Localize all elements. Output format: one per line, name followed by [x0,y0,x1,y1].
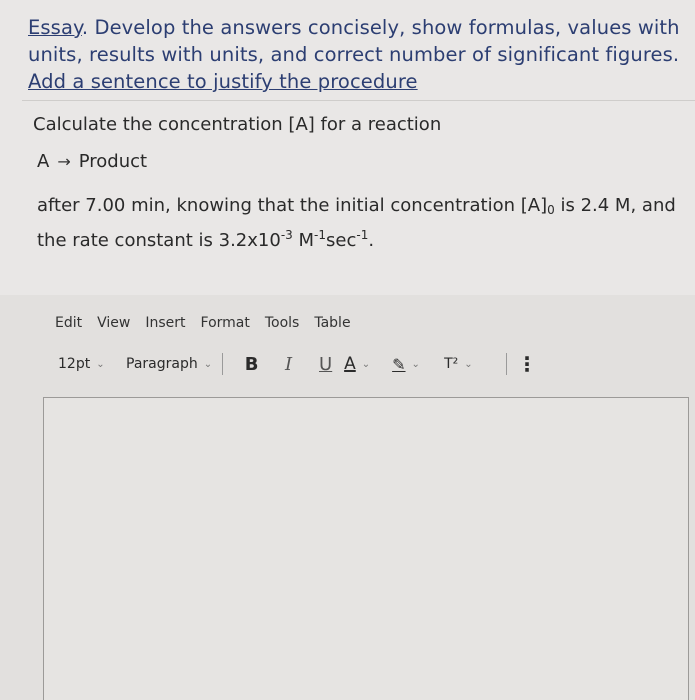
menu-edit[interactable]: Edit [55,315,83,331]
chevron-down-icon: ⌄ [96,358,105,370]
menu-view[interactable]: View [97,315,131,331]
question-instructions [28,14,695,95]
menu-tools[interactable]: Tools [264,315,300,331]
exponent-2: -1 [314,228,327,242]
chevron-down-icon: ⌄ [411,358,420,370]
font-size-select[interactable] [58,356,118,372]
italic-button[interactable]: I [285,353,293,375]
block-format-value: Paragraph [126,356,198,372]
line3-text-b: is 2.4 M, and the rate constant is 3.2x10 [37,195,676,251]
chevron-down-icon: ⌄ [464,358,473,370]
question-line-3 [37,193,687,253]
initial-subscript: 0 [547,203,555,217]
menu-format[interactable]: Format [200,315,250,331]
instructions-text: . Develop the answers concisely, show formulas, values with units, results with units, and correct number of significant figures. [28,16,680,66]
reaction-equation [37,150,147,173]
divider [22,100,695,101]
justify-instruction: Add a sentence to justify the procedure [28,70,418,93]
question-line-1: Calculate the concentration [A] for a reaction [33,114,442,135]
line3-text-c: M [292,230,315,251]
underline-button[interactable]: U [319,353,333,375]
chevron-down-icon: ⌄ [361,358,371,370]
block-format-select[interactable] [126,356,212,372]
bold-button[interactable]: B [244,353,259,375]
editor-menubar [55,315,351,331]
toolbar-separator [222,353,223,375]
highlight-button[interactable] [392,355,444,374]
line3-text-a: after 7.00 min, knowing that the initial concentration [A] [37,195,548,216]
menu-table[interactable]: Table [314,315,351,331]
editor-toolbar [58,350,688,378]
question-panel [0,0,695,295]
essay-label: Essay [28,16,82,39]
reaction-arrow-icon: → [57,152,71,171]
reactant: A [37,151,50,172]
exponent-3: -1 [356,228,369,242]
font-size-value: 12pt [58,356,91,372]
menu-insert[interactable]: Insert [145,315,186,331]
toolbar-separator [506,353,507,375]
product: Product [78,151,148,172]
more-options-icon[interactable]: ⋮ [517,352,536,376]
text-color-button[interactable] [344,354,384,374]
line3-text-e: . [368,230,375,251]
exponent-1: -3 [280,228,293,242]
essay-answer-editor[interactable] [43,397,689,700]
chevron-down-icon: ⌄ [203,358,213,370]
superscript-icon: T² [444,356,459,372]
line3-text-d: sec [326,230,357,251]
superscript-button[interactable] [444,356,496,372]
text-color-icon: A [344,354,356,374]
highlight-icon: ✎ [392,354,406,374]
